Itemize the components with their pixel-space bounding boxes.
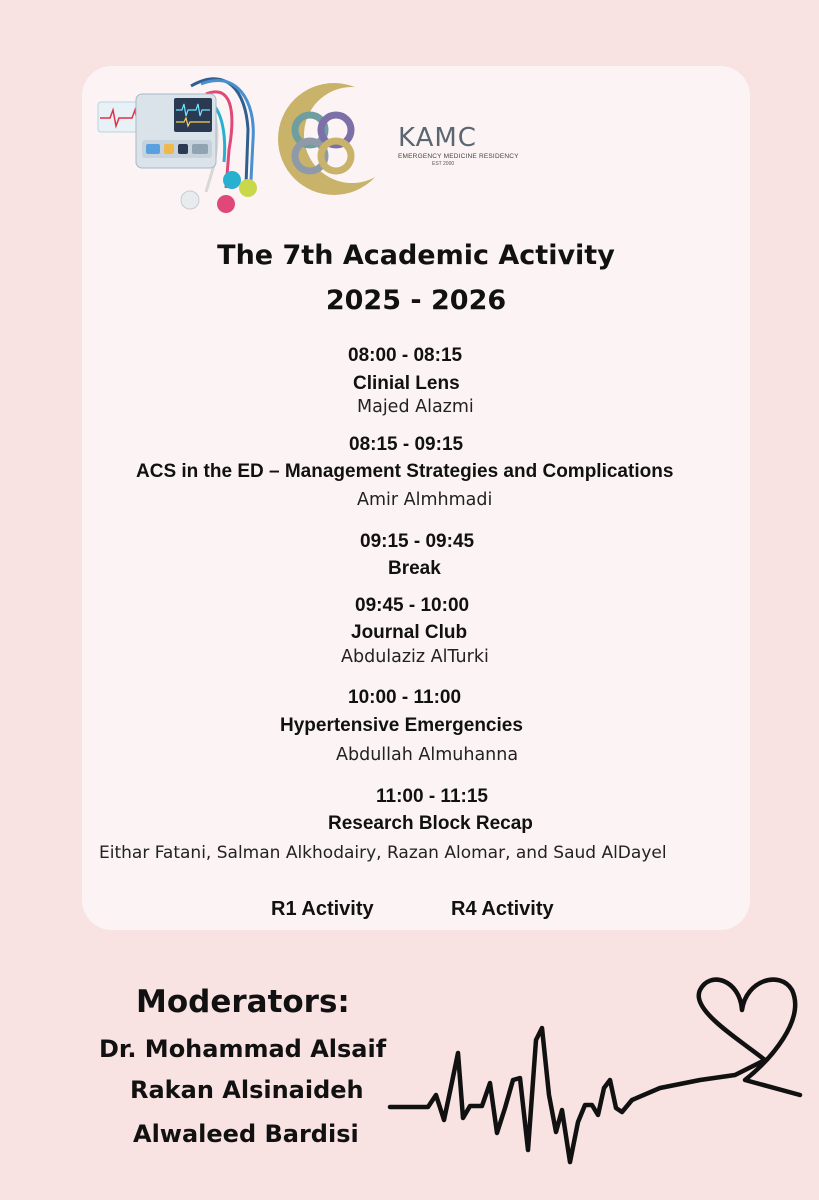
page-subtitle-years: 2025 - 2026 bbox=[325, 285, 507, 316]
logo-subtitle: EMERGENCY MEDICINE RESIDENCY bbox=[398, 153, 519, 160]
session-speaker: Abdulaziz AlTurki bbox=[341, 647, 489, 667]
session-time: 08:00 - 08:15 bbox=[348, 345, 463, 366]
session-time: 08:15 - 09:15 bbox=[349, 434, 464, 455]
moderators-heading: Moderators: bbox=[136, 984, 350, 1020]
moderator-name: Dr. Mohammad Alsaif bbox=[99, 1035, 387, 1063]
session-topic: ACS in the ED – Management Strategies and Complications bbox=[136, 461, 674, 482]
logo-name: KAMC bbox=[398, 123, 477, 153]
session-speaker: Eithar Fatani, Salman Alkhodairy, Razan Alomar, and Saud AlDayel bbox=[99, 843, 667, 863]
activity-r1: R1 Activity bbox=[271, 898, 374, 920]
session-time: 10:00 - 11:00 bbox=[348, 687, 462, 708]
session-topic: Clinial Lens bbox=[353, 373, 460, 394]
session-time: 09:45 - 10:00 bbox=[355, 595, 470, 616]
session-time: 09:15 - 09:45 bbox=[360, 531, 475, 552]
session-speaker: Amir Almhmadi bbox=[357, 490, 493, 510]
session-speaker: Abdullah Almuhanna bbox=[336, 745, 519, 765]
activity-r4: R4 Activity bbox=[451, 898, 554, 920]
page-title: The 7th Academic Activity bbox=[217, 240, 615, 271]
session-speaker: Majed Alazmi bbox=[357, 397, 474, 417]
moderator-name: Rakan Alsinaideh bbox=[130, 1076, 364, 1104]
moderator-name: Alwaleed Bardisi bbox=[133, 1120, 359, 1148]
logo-established: EST 2000 bbox=[432, 161, 455, 167]
session-topic: Break bbox=[388, 558, 441, 579]
session-time: 11:00 - 11:15 bbox=[376, 786, 488, 807]
session-topic: Research Block Recap bbox=[328, 813, 533, 834]
session-topic: Journal Club bbox=[351, 622, 468, 643]
session-topic: Hypertensive Emergencies bbox=[280, 715, 523, 736]
